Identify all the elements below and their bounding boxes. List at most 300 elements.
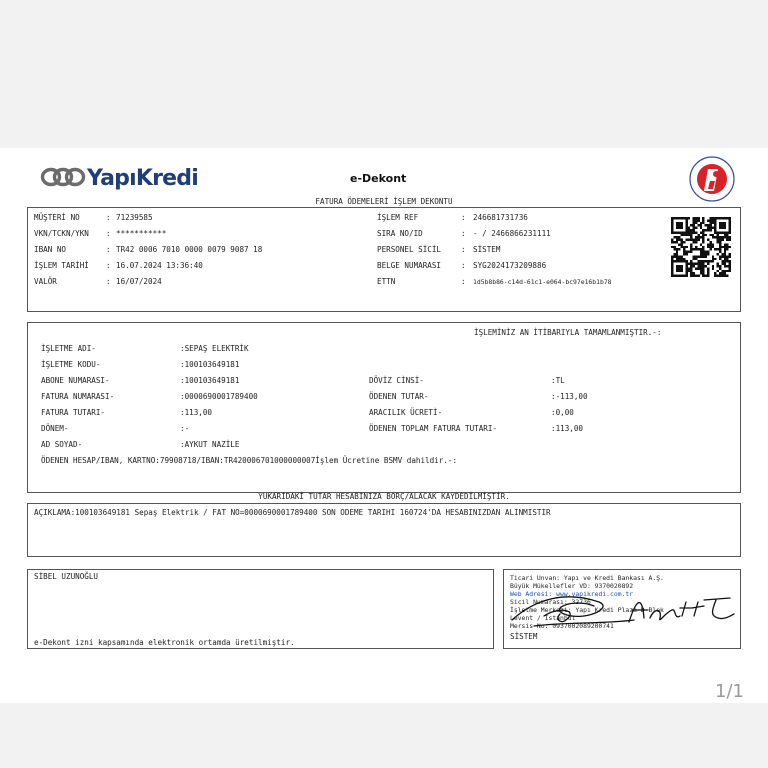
qr-module <box>695 275 697 277</box>
qr-module <box>712 222 714 224</box>
qr-module <box>721 255 723 257</box>
qr-module <box>678 236 680 238</box>
qr-module <box>673 217 675 219</box>
document-page <box>0 148 768 703</box>
qr-module <box>712 236 714 238</box>
qr-module <box>707 270 709 272</box>
qr-module <box>719 239 721 241</box>
qr-module <box>695 219 697 221</box>
qr-module <box>678 222 680 224</box>
currency: :TL <box>551 376 565 385</box>
qr-module <box>705 260 707 262</box>
qr-module <box>714 217 716 219</box>
qr-module <box>693 217 695 219</box>
qr-module <box>681 267 683 269</box>
qr-module <box>719 251 721 253</box>
qr-module <box>700 222 702 224</box>
qr-module <box>676 236 678 238</box>
qr-module <box>729 260 731 262</box>
qr-module <box>681 275 683 277</box>
qr-module <box>700 270 702 272</box>
qr-module <box>721 270 723 272</box>
qr-module <box>685 217 687 219</box>
qr-module <box>719 217 721 219</box>
qr-module <box>712 219 714 221</box>
qr-module <box>705 234 707 236</box>
qr-module <box>702 263 704 265</box>
qr-module <box>702 270 704 272</box>
qr-module <box>702 222 704 224</box>
qr-module <box>673 255 675 257</box>
ettn: 1d5b8b86-c14d-61c1-e064-bc97e16b1b78 <box>473 278 612 286</box>
qr-module <box>712 234 714 236</box>
qr-module <box>678 270 680 272</box>
field-label: MÜŞTERİ NO <box>34 213 80 222</box>
qr-module <box>673 260 675 262</box>
qr-module <box>717 265 719 267</box>
qr-module <box>729 227 731 229</box>
qr-module <box>685 239 687 241</box>
qr-module <box>726 234 728 236</box>
total-paid: :113,00 <box>551 424 584 433</box>
qr-module <box>693 229 695 231</box>
bank-info-line: Ticari Unvan: Yapı ve Kredi Bankası A.Ş. <box>510 574 664 582</box>
qr-module <box>724 265 726 267</box>
qr-module <box>678 275 680 277</box>
qr-module <box>685 219 687 221</box>
debit-notice: YUKARIDAKİ TUTAR HESABINIZA BORÇ/ALACAK KAYDEDİLMİŞTİR. <box>258 492 510 501</box>
qr-module <box>709 243 711 245</box>
qr-module <box>721 275 723 277</box>
qr-module <box>673 236 675 238</box>
qr-module <box>700 224 702 226</box>
qr-module <box>690 265 692 267</box>
qr-module <box>714 229 716 231</box>
officer-name: SİBEL UZUNOĞLU <box>34 572 99 581</box>
qr-module <box>671 239 673 241</box>
qr-module <box>707 229 709 231</box>
qr-module <box>683 231 685 233</box>
qr-module <box>700 248 702 250</box>
qr-module <box>681 260 683 262</box>
qr-module <box>721 231 723 233</box>
qr-module <box>693 219 695 221</box>
detail-label: ABONE NUMARASI- <box>41 376 110 385</box>
payment-details-box <box>27 322 741 493</box>
qr-module <box>678 258 680 260</box>
qr-module <box>707 253 709 255</box>
qr-module <box>714 275 716 277</box>
qr-module <box>717 239 719 241</box>
qr-module <box>726 217 728 219</box>
qr-module <box>685 267 687 269</box>
qr-module <box>714 227 716 229</box>
qr-module <box>726 270 728 272</box>
qr-module <box>695 231 697 233</box>
qr-module <box>695 255 697 257</box>
qr-module <box>702 248 704 250</box>
qr-module <box>690 248 692 250</box>
paid-account: ÖDENEN HESAP/IBAN, KARTNO:79908718/IBAN:TR420006701000000007İşlem Ücretine BSMV dahildir.-: <box>41 456 458 465</box>
qr-module <box>707 239 709 241</box>
qr-module <box>685 231 687 233</box>
transaction-ref: 246681731736 <box>473 213 528 222</box>
field-sep: : <box>461 229 466 238</box>
qr-module <box>726 239 728 241</box>
qr-module <box>676 267 678 269</box>
customer-no: 71239585 <box>116 213 153 222</box>
bank-info-line: Levent / İstanbul <box>510 614 576 622</box>
qr-module <box>719 255 721 257</box>
qr-module <box>695 258 697 260</box>
qr-module <box>705 224 707 226</box>
qr-module <box>671 241 673 243</box>
qr-module <box>690 260 692 262</box>
qr-module <box>700 272 702 274</box>
field-label: VALÖR <box>34 277 57 286</box>
qr-module <box>697 217 699 219</box>
qr-module <box>681 258 683 260</box>
field-sep: : <box>461 261 466 270</box>
qr-module <box>717 270 719 272</box>
detail-label: İŞLETME KODU- <box>41 360 101 369</box>
qr-module <box>673 248 675 250</box>
qr-module <box>726 248 728 250</box>
qr-module <box>709 234 711 236</box>
qr-module <box>712 265 714 267</box>
qr-module <box>683 246 685 248</box>
invoice-no: :0000690001789400 <box>180 392 258 401</box>
qr-module <box>719 248 721 250</box>
bank-info-line: İşletme Merkezi: Yapı Kredi Plaza D Blok <box>510 606 664 614</box>
qr-module <box>729 219 731 221</box>
qr-module <box>695 241 697 243</box>
qr-module <box>690 239 692 241</box>
qr-module <box>697 236 699 238</box>
qr-module <box>693 224 695 226</box>
qr-module <box>726 255 728 257</box>
qr-module <box>702 229 704 231</box>
qr-module <box>721 217 723 219</box>
qr-module <box>693 272 695 274</box>
iban-no: TR42 0006 7010 0000 0079 9087 18 <box>116 245 263 254</box>
qr-module <box>693 263 695 265</box>
qr-module <box>685 263 687 265</box>
qr-module <box>690 243 692 245</box>
qr-module <box>693 241 695 243</box>
qr-module <box>724 227 726 229</box>
bank-info-line: Sicil Numarası: 32736 <box>510 598 591 606</box>
qr-module <box>697 224 699 226</box>
qr-module <box>676 265 678 267</box>
qr-module <box>681 234 683 236</box>
qr-module <box>697 248 699 250</box>
qr-module <box>671 231 673 233</box>
qr-module <box>724 255 726 257</box>
qr-module <box>690 275 692 277</box>
qr-module <box>676 251 678 253</box>
qr-module <box>671 224 673 226</box>
qr-module <box>681 231 683 233</box>
qr-module <box>721 263 723 265</box>
qr-module <box>673 275 675 277</box>
qr-module <box>678 231 680 233</box>
qr-module <box>681 239 683 241</box>
qr-module <box>676 224 678 226</box>
qr-module <box>681 246 683 248</box>
qr-module <box>673 231 675 233</box>
qr-module <box>724 260 726 262</box>
qr-module <box>709 229 711 231</box>
field-sep: : <box>461 213 466 222</box>
qr-module <box>726 243 728 245</box>
detail-label: DÖNEM- <box>41 424 69 433</box>
qr-module <box>671 222 673 224</box>
document-title: FATURA ÖDEMELERİ İŞLEM DEKONTU <box>315 197 453 206</box>
qr-module <box>700 263 702 265</box>
signature-icon <box>504 580 740 630</box>
qr-module <box>729 253 731 255</box>
detail-label: FATURA NUMARASI- <box>41 392 115 401</box>
qr-module <box>671 270 673 272</box>
qr-module <box>690 267 692 269</box>
qr-module <box>702 231 704 233</box>
qr-module <box>724 246 726 248</box>
qr-module <box>695 239 697 241</box>
qr-module <box>688 234 690 236</box>
qr-module <box>676 231 678 233</box>
qr-module <box>702 234 704 236</box>
qr-module <box>695 248 697 250</box>
field-label: SIRA NO/ID <box>377 229 423 238</box>
qr-module <box>697 263 699 265</box>
qr-module <box>709 241 711 243</box>
status-message: İŞLEMİNİZ AN İTİBARIYLA TAMAMLANMIŞTIR.-: <box>474 328 662 337</box>
qr-module <box>693 222 695 224</box>
qr-module <box>690 224 692 226</box>
qr-module <box>678 243 680 245</box>
field-label: PERSONEL SİCİL <box>377 245 442 254</box>
intermediary-fee: :0,00 <box>551 408 574 417</box>
qr-module <box>676 227 678 229</box>
qr-module <box>676 253 678 255</box>
qr-module <box>690 231 692 233</box>
qr-module <box>705 229 707 231</box>
qr-module <box>714 258 716 260</box>
period: :- <box>180 424 190 433</box>
paid-amount: :-113,00 <box>551 392 588 401</box>
qr-module <box>707 263 709 265</box>
value-date: 16/07/2024 <box>116 277 162 286</box>
electronic-note: e-Dekont izni kapsamında elektronik ortamda üretilmiştir. <box>34 638 295 647</box>
qr-module <box>717 234 719 236</box>
qr-module <box>714 222 716 224</box>
qr-module <box>683 258 685 260</box>
qr-module <box>729 224 731 226</box>
qr-module <box>714 224 716 226</box>
qr-module <box>683 248 685 250</box>
qr-module <box>697 260 699 262</box>
qr-module <box>688 239 690 241</box>
qr-module <box>697 219 699 221</box>
qr-module <box>724 248 726 250</box>
qr-module <box>726 275 728 277</box>
qr-module <box>690 236 692 238</box>
bank-name: YapıKredi <box>87 166 198 191</box>
qr-module <box>726 231 728 233</box>
qr-module <box>714 272 716 274</box>
field-label: IBAN NO <box>34 245 67 254</box>
qr-module <box>700 243 702 245</box>
qr-module <box>671 229 673 231</box>
detail-label: AD SOYAD- <box>41 440 83 449</box>
staff-id: SİSTEM <box>473 245 501 254</box>
qr-module <box>724 251 726 253</box>
qr-module <box>702 265 704 267</box>
qr-module <box>705 255 707 257</box>
qr-module <box>671 219 673 221</box>
qr-module <box>685 272 687 274</box>
qr-module <box>700 260 702 262</box>
qr-module <box>705 251 707 253</box>
detail-label: ARACILIK ÜCRETİ- <box>369 408 443 417</box>
qr-module <box>683 251 685 253</box>
qr-module <box>714 219 716 221</box>
field-sep: : <box>106 213 111 222</box>
qr-module <box>729 239 731 241</box>
qr-module <box>700 231 702 233</box>
qr-module <box>690 263 692 265</box>
system-label: SİSTEM <box>510 632 538 641</box>
qr-module <box>707 243 709 245</box>
qr-module <box>688 267 690 269</box>
qr-module <box>712 227 714 229</box>
qr-module <box>712 217 714 219</box>
qr-module <box>729 270 731 272</box>
qr-module <box>693 275 695 277</box>
qr-module <box>683 217 685 219</box>
qr-module <box>717 253 719 255</box>
qr-module <box>690 229 692 231</box>
qr-module <box>697 234 699 236</box>
qr-module <box>676 260 678 262</box>
bank-info-box <box>503 569 741 649</box>
qr-module <box>721 236 723 238</box>
qr-module <box>685 253 687 255</box>
qr-module <box>719 272 721 274</box>
qr-module <box>712 258 714 260</box>
qr-module <box>729 217 731 219</box>
merchant-name: :SEPAŞ ELEKTRİK <box>180 344 249 353</box>
qr-module <box>709 248 711 250</box>
qr-module <box>695 267 697 269</box>
qr-module <box>712 267 714 269</box>
qr-module <box>721 222 723 224</box>
qr-module <box>709 227 711 229</box>
field-label: VKN/TCKN/YKN <box>34 229 89 238</box>
qr-module <box>671 275 673 277</box>
qr-module <box>721 253 723 255</box>
description-box <box>27 503 741 557</box>
qr-module <box>724 236 726 238</box>
qr-module <box>681 224 683 226</box>
qr-module <box>707 267 709 269</box>
qr-module <box>685 251 687 253</box>
field-sep: : <box>106 277 111 286</box>
qr-module <box>705 275 707 277</box>
qr-module <box>671 255 673 257</box>
qr-module <box>681 227 683 229</box>
qr-module <box>707 251 709 253</box>
transaction-info-box <box>27 207 741 312</box>
qr-module <box>685 224 687 226</box>
qr-module <box>717 248 719 250</box>
qr-module <box>685 270 687 272</box>
qr-module <box>724 263 726 265</box>
qr-module <box>724 275 726 277</box>
qr-module <box>671 267 673 269</box>
qr-module <box>690 246 692 248</box>
qr-module <box>724 243 726 245</box>
qr-module <box>671 246 673 248</box>
qr-module <box>721 227 723 229</box>
qr-module <box>729 229 731 231</box>
qr-module <box>676 255 678 257</box>
qr-module <box>721 272 723 274</box>
qr-module <box>729 263 731 265</box>
qr-module <box>721 239 723 241</box>
quality-seal-icon <box>688 155 736 203</box>
qr-module <box>702 260 704 262</box>
qr-module <box>700 255 702 257</box>
qr-module <box>671 272 673 274</box>
qr-module <box>717 236 719 238</box>
qr-module <box>695 263 697 265</box>
qr-module <box>719 243 721 245</box>
qr-module <box>688 231 690 233</box>
qr-module <box>671 263 673 265</box>
field-sep: : <box>106 229 111 238</box>
qr-module <box>707 227 709 229</box>
qr-module <box>702 255 704 257</box>
qr-module <box>688 263 690 265</box>
qr-module <box>709 224 711 226</box>
qr-module <box>700 227 702 229</box>
qr-module <box>695 222 697 224</box>
qr-module <box>719 275 721 277</box>
qr-module <box>702 217 704 219</box>
qr-module <box>717 241 719 243</box>
qr-module <box>719 267 721 269</box>
qr-module <box>695 236 697 238</box>
qr-module <box>729 255 731 257</box>
qr-module <box>702 219 704 221</box>
qr-module <box>719 224 721 226</box>
qr-module <box>693 248 695 250</box>
qr-module <box>702 239 704 241</box>
bank-web-link[interactable]: Web Adresi: www.yapikredi.com.tr <box>510 590 634 598</box>
qr-module <box>724 272 726 274</box>
qr-module <box>705 253 707 255</box>
page-indicator: 1/1 <box>715 681 744 702</box>
detail-label: ÖDENEN TUTAR- <box>369 392 429 401</box>
qr-module <box>697 275 699 277</box>
qr-module <box>671 265 673 267</box>
qr-module <box>685 222 687 224</box>
qr-module <box>729 267 731 269</box>
qr-module <box>709 260 711 262</box>
qr-module <box>700 265 702 267</box>
